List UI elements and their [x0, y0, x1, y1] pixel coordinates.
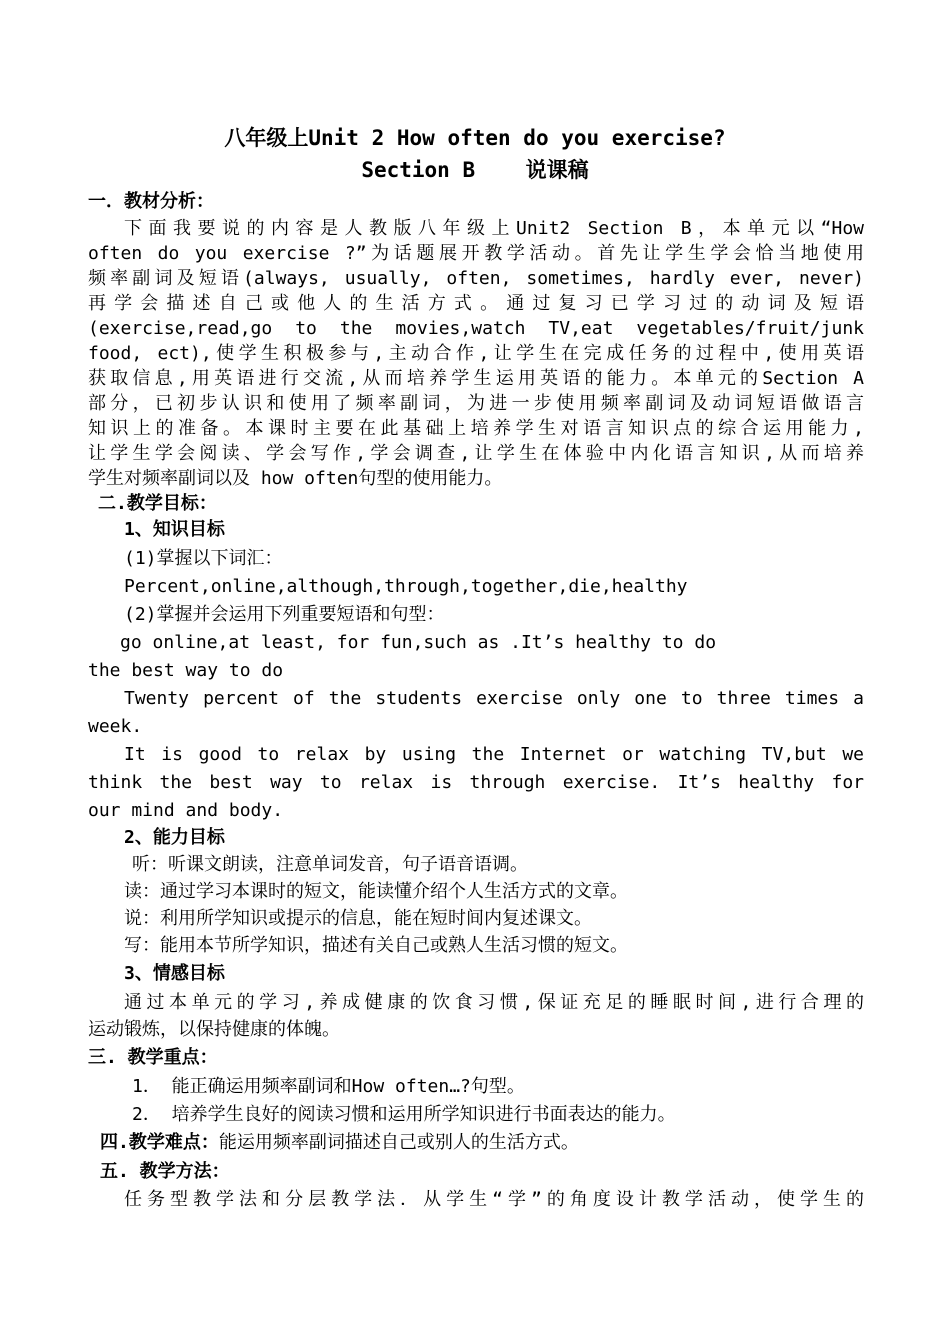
section-5-heading: 五. 教学方法： — [100, 1161, 230, 1182]
ability-goal-heading: 2、能力目标 — [124, 827, 225, 848]
knowledge-goal-2: (2)掌握并会运用下列重要短语和句型： — [124, 604, 445, 625]
vocabulary-list: Percent,online,although,through,together,die,healthy — [124, 576, 688, 597]
section-4 — [100, 1131, 579, 1155]
phrase-line-2: the best way to do — [88, 660, 284, 681]
key-point-2: 2． 培养学生良好的阅读习惯和运用所学知识进行书面表达的能力。 — [132, 1104, 676, 1125]
section-2-heading: 二.教学目标： — [98, 493, 217, 514]
emotion-goal-heading: 3、情感目标 — [124, 963, 225, 984]
phrase-line-1: go online,at least, for fun,such as .It’s healthy to do — [120, 632, 717, 653]
sentence-line-5: our mind and body. — [88, 800, 284, 821]
s1-line-11: 学生对频率副词以及 how often句型的使用能力。 — [88, 468, 503, 489]
s1-line-5: (exercise,read,go to the movies,watch TV,eat vegetables/fruit/junk — [88, 318, 864, 339]
s1-line-1: 下面我要说的内容是人教版八年级上Unit2 Section B，本单元以“How — [124, 218, 864, 239]
s1-line-7: 获取信息,用英语进行交流,从而培养学生运用英语的能力。本单元的Section A — [88, 368, 864, 389]
sentence-line-3: It is good to relax by using the Internet or watching TV,but we — [124, 744, 864, 765]
section-4-text: 能运用频率副词描述自己或别人的生活方式。 — [218, 1132, 579, 1153]
s1-line-9: 知识上的准备。本课时主要在此基础上培养学生对语言知识点的综合运用能力, — [88, 418, 864, 439]
ability-read: 读：通过学习本课时的短文，能读懂介绍个人生活方式的文章。 — [124, 881, 628, 902]
knowledge-goal-1: (1)掌握以下词汇： — [124, 548, 283, 569]
sentence-line-4: think the best way to relax is through exercise. It’s healthy for — [88, 772, 864, 793]
ability-write: 写：能用本节所学知识，描述有关自己或熟人生活习惯的短文。 — [124, 935, 628, 956]
key-point-1: 1． 能正确运用频率副词和How often…?句型。 — [132, 1076, 525, 1097]
s1-line-2: often do you exercise ?”为话题展开教学活动。首先让学生学会恰当地使用 — [88, 243, 864, 264]
s1-line-8: 部分，已初步认识和使用了频率副词，为进一步使用频率副词及动词短语做语言 — [88, 393, 864, 414]
doc-subtitle: Section B 说课稿 — [361, 158, 589, 182]
s1-line-10: 让学生学会阅读、学会写作,学会调查,让学生在体验中内化语言知识,从而培养 — [88, 443, 864, 464]
emotion-line-2: 运动锻炼，以保持健康的体魄。 — [88, 1019, 340, 1040]
emotion-line-1: 通过本单元的学习,养成健康的饮食习惯,保证充足的睡眠时间,进行合理的 — [124, 992, 864, 1013]
section-1-heading: 一．教材分析： — [88, 191, 214, 212]
sentence-line-1: Twenty percent of the students exercise only one to three times a — [124, 688, 864, 709]
ability-listen: 听：听课文朗读，注意单词发音，句子语音语调。 — [132, 854, 528, 875]
s1-line-6: food, ect),使学生积极参与,主动合作,让学生在完成任务的过程中,使用英语 — [88, 343, 864, 364]
knowledge-goal-heading: 1、知识目标 — [124, 519, 225, 540]
section-5-text: 任务型教学法和分层教学法．从学生“学”的角度设计教学活动，使学生的 — [124, 1189, 864, 1210]
section-4-heading: 四.教学难点： — [100, 1132, 219, 1153]
section-3-heading: 三. 教学重点： — [88, 1047, 218, 1068]
ability-speak: 说：利用所学知识或提示的信息，能在短时间内复述课文。 — [124, 908, 592, 929]
doc-title: 八年级上Unit 2 How often do you exercise? — [224, 126, 726, 150]
s1-line-4: 再学会描述自己或他人的生活方式。通过复习已学习过的动词及短语 — [88, 293, 864, 314]
sentence-line-2: week. — [88, 716, 143, 737]
s1-line-3: 频率副词及短语(always, usually, often, sometimes, hardly ever, never) — [88, 268, 864, 289]
